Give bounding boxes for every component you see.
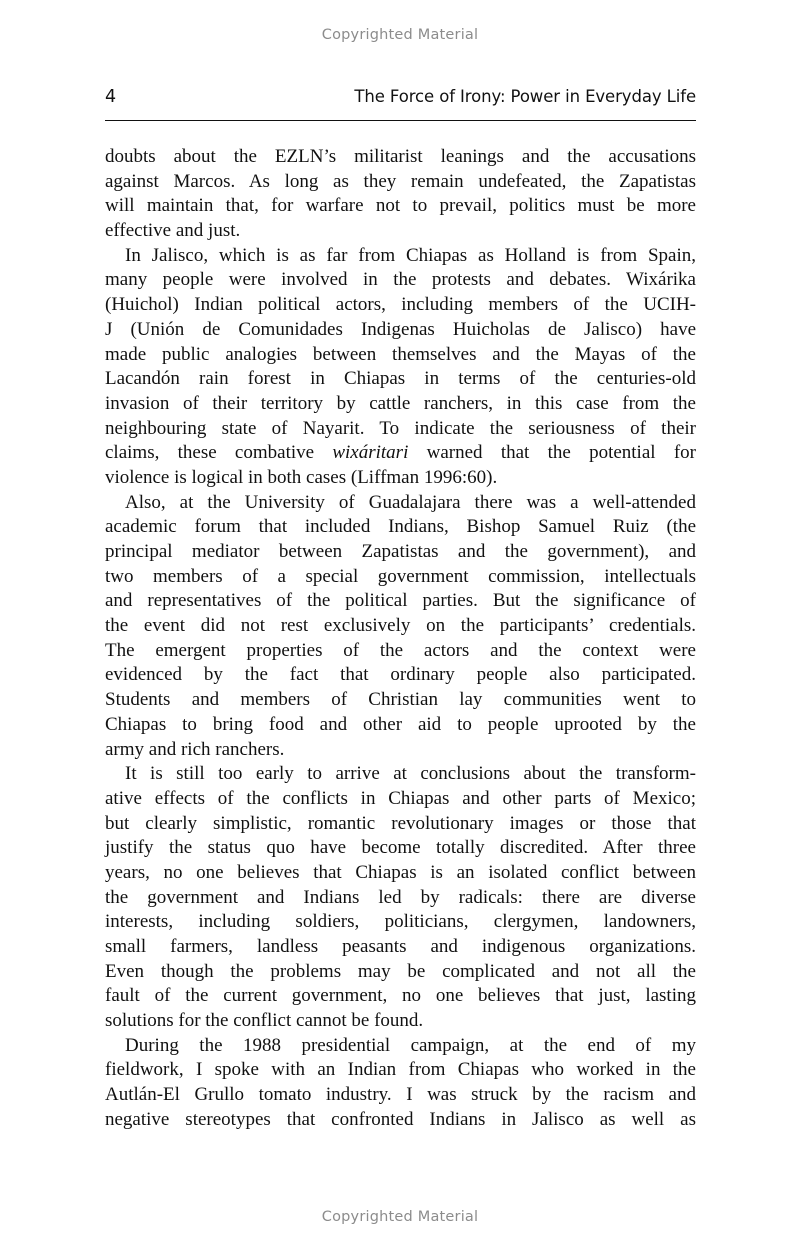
text-line: army and rich ranchers. — [105, 738, 285, 760]
text-line: Even though the problems may be complicated and not all the — [105, 960, 696, 982]
text-line: made public analogies between themselves and the Mayas of the — [105, 343, 696, 365]
text-line: doubts about the EZLN’s militarist leanings and the accusations — [105, 146, 696, 167]
text-line: In Jalisco, which is as far from Chiapas as Holland is from Spain, — [125, 244, 696, 266]
text-line: justify the status quo have become totally discredited. After three — [105, 837, 696, 859]
text-line: fault of the current government, no one believes that just, lasting — [105, 985, 696, 1007]
text-line: principal mediator between Zapatistas and the government), and — [105, 541, 696, 562]
text-span: warned that the potential for — [408, 442, 696, 464]
text-line: small farmers, landless peasants and indigenous organizations. — [105, 936, 696, 957]
text-line: Also, at the University of Guadalajara there was a well-attended — [125, 491, 696, 513]
text-line: Students and members of Christian lay communities went to — [105, 689, 696, 711]
text-line: the event did not rest exclusively on the participants’ credentials. — [105, 615, 696, 637]
text-line: Autlán-El Grullo tomato industry. I was struck by the racism and — [105, 1084, 696, 1106]
text-line-with-italic — [105, 441, 696, 466]
text-line: two members of a special government commission, intellectuals — [105, 565, 696, 587]
text-line: evidenced by the fact that ordinary people also participated. — [105, 664, 696, 686]
text-line: interests, including soldiers, politicians, clergymen, landowners, — [105, 911, 696, 933]
text-line: academic forum that included Indians, Bishop Samuel Ruiz (the — [105, 516, 696, 538]
copyright-watermark-bottom: Copyrighted Material — [321, 1209, 479, 1225]
text-line: The emergent properties of the actors and the context were — [105, 639, 696, 661]
text-line: many people were involved in the protests and debates. Wixárika — [105, 269, 696, 291]
text-line: and representatives of the political parties. But the significance of — [105, 590, 696, 612]
body-text — [105, 145, 696, 1133]
text-line: Chiapas to bring food and other aid to people uprooted by the — [105, 713, 696, 735]
text-line: solutions for the conflict cannot be found. — [105, 1010, 424, 1032]
text-line: (Huichol) Indian political actors, including members of the UCIH- — [105, 294, 696, 316]
text-line: ative effects of the conflicts in Chiapas and other parts of Mexico; — [105, 787, 696, 809]
text-line: J (Unión de Comunidades Indigenas Huicholas de Jalisco) have — [105, 318, 696, 340]
text-line: Lacandón rain forest in Chiapas in terms of the centuries-old — [105, 368, 696, 390]
text-line: During the 1988 presidential campaign, at the end of my — [125, 1034, 696, 1056]
text-line: It is still too early to arrive at conclusions about the transform- — [125, 763, 696, 785]
text-line: against Marcos. As long as they remain undefeated, the Zapatistas — [105, 170, 696, 192]
copyright-watermark-top: Copyrighted Material — [321, 27, 479, 43]
text-line: violence is logical in both cases (Liffman 1996:60). — [105, 466, 498, 488]
text-line: neighbouring state of Nayarit. To indicate the seriousness of their — [105, 417, 696, 439]
text-line: effective and just. — [105, 220, 241, 242]
text-span: claims, these combative — [105, 442, 333, 464]
running-header — [105, 86, 696, 121]
text-line: invasion of their territory by cattle ranchers, in this case from the — [105, 392, 696, 414]
running-title: The Force of Irony: Power in Everyday Life — [354, 87, 696, 106]
text-line: fieldwork, I spoke with an Indian from Chiapas who worked in the — [105, 1059, 696, 1081]
text-line: but clearly simplistic, romantic revolutionary images or those that — [105, 812, 696, 834]
text-line: the government and Indians led by radicals: there are diverse — [105, 886, 696, 908]
text-line: years, no one believes that Chiapas is an isolated conflict between — [105, 861, 696, 883]
text-line: will maintain that, for warfare not to prevail, politics must be more — [105, 195, 696, 217]
page-number: 4 — [105, 87, 117, 107]
text-line: negative stereotypes that confronted Indians in Jalisco as well as — [105, 1108, 696, 1130]
italic-term: wixáritari — [332, 442, 409, 464]
